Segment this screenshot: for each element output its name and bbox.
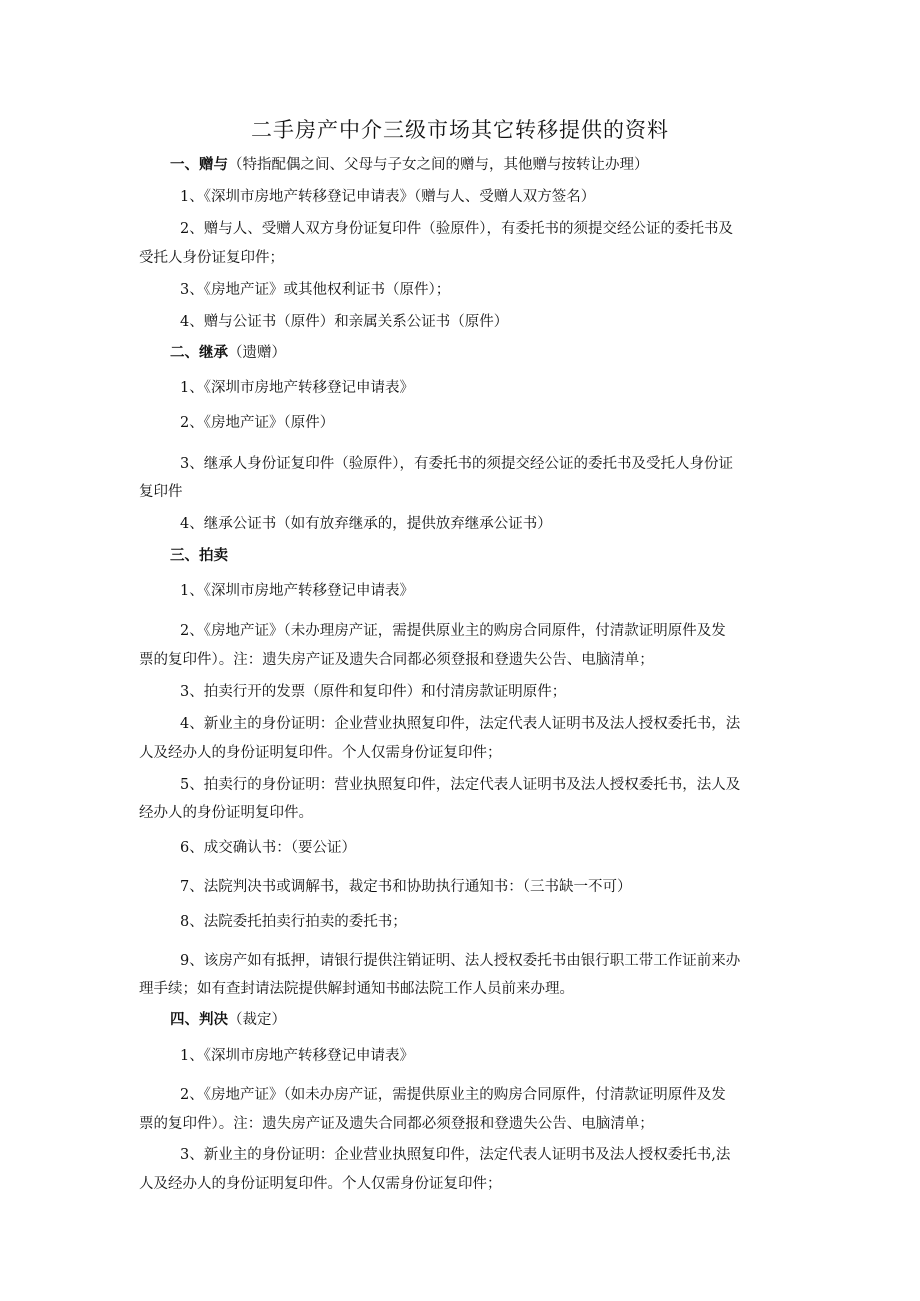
section-heading-note: （遗赠） [228, 345, 286, 361]
section-heading-gift [170, 153, 649, 174]
list-item-continuation: 人及经办人的身份证明复印件。个人仅需身份证复印件； [139, 1176, 502, 1192]
list-item-continuation: 复印件 [139, 484, 183, 500]
list-item: 1、《深圳市房地产转移登记申请表》（赠与人、受赠人双方签名） [180, 189, 596, 205]
document-title: 二手房产中介三级市场其它转移提供的资料 [251, 118, 669, 142]
list-item-continuation: 理手续；如有查封请法院提供解封通知书邮法院工作人员前来办理。 [139, 981, 574, 997]
list-item: 5、拍卖行的身份证明：营业执照复印件，法定代表人证明书及法人授权委托书，法人及 [180, 777, 741, 793]
section-heading-inherit [170, 341, 286, 362]
list-item: 3、《房地产证》或其他权利证书（原件）； [180, 282, 451, 298]
list-item: 6、成交确认书：（要公证） [180, 840, 356, 856]
list-item: 3、新业主的身份证明：企业营业执照复印件，法定代表人证明书及法人授权委托书,法 [180, 1147, 731, 1163]
list-item: 1、《深圳市房地产转移登记申请表》 [180, 583, 414, 599]
list-item: 2、赠与人、受赠人双方身份证复印件（验原件），有委托书的须提交经公证的委托书及 [180, 221, 733, 237]
list-item-continuation: 票的复印件）。注：遗失房产证及遗失合同都必须登报和登遗失公告、电脑清单； [139, 1116, 654, 1132]
section-heading-note: （特指配偶之间、父母与子女之间的赠与，其他赠与按转让办理） [228, 157, 649, 173]
section-heading-label: 一、赠与 [170, 157, 228, 173]
list-item-continuation: 票的复印件）。注：遗失房产证及遗失合同都必须登报和登遗失公告、电脑清单； [139, 652, 654, 668]
section-heading-auction [170, 544, 228, 565]
section-heading-label: 三、拍卖 [170, 548, 228, 564]
list-item: 3、继承人身份证复印件（验原件），有委托书的须提交经公证的委托书及受托人身份证 [180, 456, 733, 472]
list-item: 2、《房地产证》（如未办房产证，需提供原业主的购房合同原件，付清款证明原件及发 [180, 1087, 726, 1103]
list-item: 1、《深圳市房地产转移登记申请表》 [180, 1048, 414, 1064]
list-item: 2、《房地产证》（未办理房产证，需提供原业主的购房合同原件，付清款证明原件及发 [180, 623, 726, 639]
section-heading-label: 二、继承 [170, 345, 228, 361]
list-item-continuation: 受托人身份证复印件； [139, 250, 284, 266]
list-item: 4、新业主的身份证明：企业营业执照复印件，法定代表人证明书及法人授权委托书，法 [180, 716, 741, 732]
list-item: 4、赠与公证书（原件）和亲属关系公证书（原件） [180, 314, 509, 330]
list-item-continuation: 人及经办人的身份证明复印件。个人仅需身份证复印件； [139, 745, 502, 761]
list-item: 8、法院委托拍卖行拍卖的委托书； [180, 914, 407, 930]
section-heading-label: 四、判决 [170, 1012, 228, 1028]
list-item: 7、法院判决书或调解书，裁定书和协助执行通知书：（三书缺一不可） [180, 879, 632, 895]
list-item: 1、《深圳市房地产转移登记申请表》 [180, 380, 414, 396]
list-item: 2、《房地产证》（原件） [180, 415, 335, 431]
section-heading-judgment [170, 1008, 286, 1029]
list-item-continuation: 经办人的身份证明复印件。 [139, 805, 313, 821]
section-heading-note: （裁定） [228, 1012, 286, 1028]
list-item: 3、拍卖行开的发票（原件和复印件）和付清房款证明原件； [180, 684, 567, 700]
list-item: 9、该房产如有抵押，请银行提供注销证明、法人授权委托书由银行职工带工作证前来办 [180, 953, 741, 969]
list-item: 4、继承公证书（如有放弃继承的，提供放弃继承公证书） [180, 516, 552, 532]
